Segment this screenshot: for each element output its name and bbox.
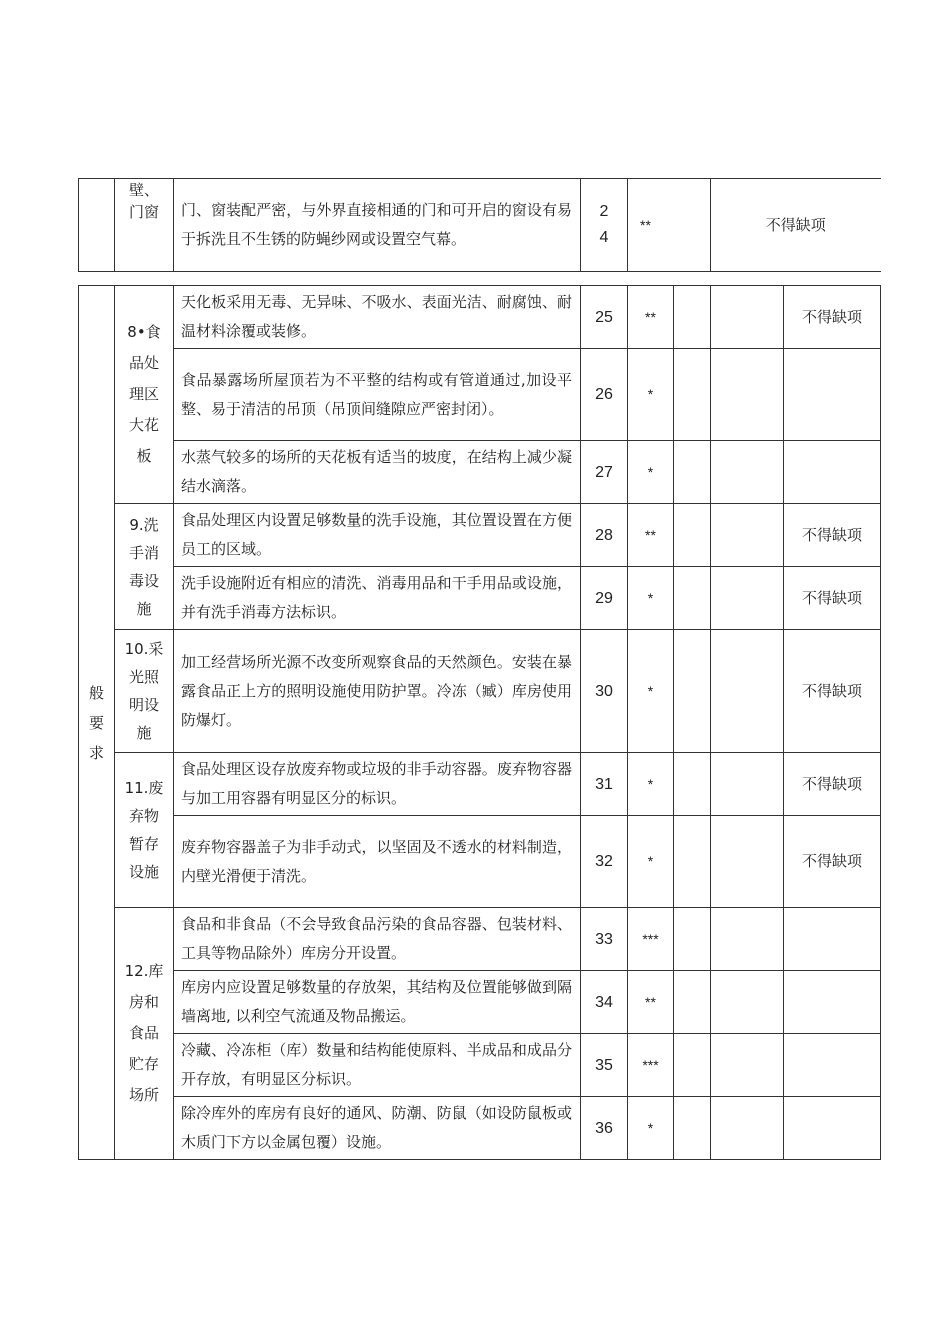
item-number: 26 — [581, 349, 628, 441]
table-row — [79, 1034, 881, 1097]
item-number: 34 — [581, 971, 628, 1034]
requirement-description: 废弃物容器盖子为非手动式，以坚固及不透水的材料制造，内壁光滑便于清洗。 — [174, 816, 581, 908]
note-cell — [711, 630, 784, 753]
note-cell — [711, 567, 784, 630]
note-cell — [711, 753, 784, 816]
check-cell — [674, 971, 711, 1034]
note-cell — [711, 908, 784, 971]
item-number: 35 — [581, 1034, 628, 1097]
requirement-description: 库房内应设置足够数量的存放架，其结构及位置能够做到隔墙离地, 以利空气流通及物品搬运。 — [174, 971, 581, 1034]
check-cell — [674, 1034, 711, 1097]
note-cell — [711, 971, 784, 1034]
remark-cell: 不得缺项 — [784, 630, 881, 753]
inspection-table — [78, 285, 881, 1160]
category-cell: 壁、门窗 — [115, 179, 174, 272]
remark-cell — [784, 349, 881, 441]
check-cell — [674, 441, 711, 504]
check-cell — [674, 1097, 711, 1160]
category-cell: 12.库房和食品贮存场所 — [115, 908, 174, 1160]
remark-cell — [784, 971, 881, 1034]
note-cell — [711, 504, 784, 567]
category-cell: 10.采光照明设施 — [115, 630, 174, 753]
item-number: 2 4 — [581, 179, 628, 272]
note-cell — [711, 286, 784, 349]
table-row — [79, 753, 881, 816]
remark-cell: 不得缺项 — [784, 753, 881, 816]
importance-level: * — [628, 567, 674, 630]
check-cell — [674, 630, 711, 753]
table-row — [79, 971, 881, 1034]
remark-cell: 不得缺项 — [784, 816, 881, 908]
importance-level: * — [628, 441, 674, 504]
category-cell: 9.洗手消毒设施 — [115, 504, 174, 630]
remark-cell: 不得缺项 — [784, 504, 881, 567]
category-cell: 11.废弃物暂存设施 — [115, 753, 174, 908]
item-number: 25 — [581, 286, 628, 349]
check-cell — [674, 908, 711, 971]
importance-level: ** — [628, 286, 674, 349]
check-cell — [674, 286, 711, 349]
item-number: 30 — [581, 630, 628, 753]
requirement-description: 除冷库外的库房有良好的通风、防潮、防鼠（如设防鼠板或木质门下方以金属包覆）设施。 — [174, 1097, 581, 1160]
check-cell — [674, 753, 711, 816]
remark-cell: 不得缺项 — [784, 286, 881, 349]
check-cell — [674, 349, 711, 441]
importance-level: * — [628, 816, 674, 908]
importance-level: *** — [628, 1034, 674, 1097]
item-number: 27 — [581, 441, 628, 504]
note-cell — [711, 349, 784, 441]
note-cell — [711, 816, 784, 908]
requirement-description: 加工经营场所光源不改变所观察食品的天然颜色。安装在暴露食品正上方的照明设施使用防护罩。冷冻（臧）库房使用防爆灯。 — [174, 630, 581, 753]
item-number: 36 — [581, 1097, 628, 1160]
requirement-description: 天化板采用无毒、无异味、不吸水、表面光洁、耐腐蚀、耐温材料涂覆或装修。 — [174, 286, 581, 349]
item-number: 28 — [581, 504, 628, 567]
requirement-description: 食品处理区内设置足够数量的洗手设施，其位置设置在方便员工的区域。 — [174, 504, 581, 567]
continuation-table — [78, 178, 881, 272]
requirement-description: 水蒸气较多的场所的天花板有适当的坡度，在结构上减少凝结水滴落。 — [174, 441, 581, 504]
requirement-description: 门、窗装配严密，与外界直接相通的门和可开启的窗设有易于拆洗且不生锈的防蝇纱网或设置空气幕。 — [174, 179, 581, 272]
requirement-description: 冷藏、冷冻柜（库）数量和结构能使原料、半成品和成品分开存放，有明显区分标识。 — [174, 1034, 581, 1097]
remark-cell — [784, 1097, 881, 1160]
section-label: 般 要 求 — [79, 286, 115, 1160]
note-cell — [711, 441, 784, 504]
table-row — [79, 179, 881, 272]
importance-level: ** — [628, 179, 711, 272]
importance-level: * — [628, 753, 674, 816]
importance-level: * — [628, 349, 674, 441]
table-row — [79, 567, 881, 630]
importance-level: *** — [628, 908, 674, 971]
table-row — [79, 1097, 881, 1160]
requirement-description: 洗手设施附近有相应的清洗、消毒用品和干手用品或设施，并有洗手消毒方法标识。 — [174, 567, 581, 630]
check-cell — [674, 816, 711, 908]
importance-level: ** — [628, 504, 674, 567]
importance-level: ** — [628, 971, 674, 1034]
note-cell — [711, 1097, 784, 1160]
section-cell-empty — [79, 179, 115, 272]
check-cell — [674, 567, 711, 630]
category-cell: 8•食品处理区大花板 — [115, 286, 174, 504]
item-number: 33 — [581, 908, 628, 971]
importance-level: * — [628, 1097, 674, 1160]
remark-cell: 不得缺项 — [784, 567, 881, 630]
item-number: 31 — [581, 753, 628, 816]
table-row — [79, 908, 881, 971]
item-number: 29 — [581, 567, 628, 630]
requirement-description: 食品和非食品（不会导致食品污染的食品容器、包装材料、工具等物品除外）库房分开设置。 — [174, 908, 581, 971]
note-cell — [711, 1034, 784, 1097]
remark-cell: 不得缺项 — [711, 179, 881, 272]
table-row — [79, 349, 881, 441]
remark-cell — [784, 1034, 881, 1097]
check-cell — [674, 504, 711, 567]
table-row — [79, 286, 881, 349]
item-number: 32 — [581, 816, 628, 908]
requirement-description: 食品暴露场所屋顶若为不平整的结构或有管道通过,加设平整、易于清洁的吊顶（吊顶间缝隙应严密封闭）。 — [174, 349, 581, 441]
remark-cell — [784, 908, 881, 971]
importance-level: * — [628, 630, 674, 753]
table-row — [79, 504, 881, 567]
remark-cell — [784, 441, 881, 504]
table-row — [79, 816, 881, 908]
table-row — [79, 630, 881, 753]
table-row — [79, 441, 881, 504]
requirement-description: 食品处理区设存放废弃物或垃圾的非手动容器。废弃物容器与加工用容器有明显区分的标识。 — [174, 753, 581, 816]
